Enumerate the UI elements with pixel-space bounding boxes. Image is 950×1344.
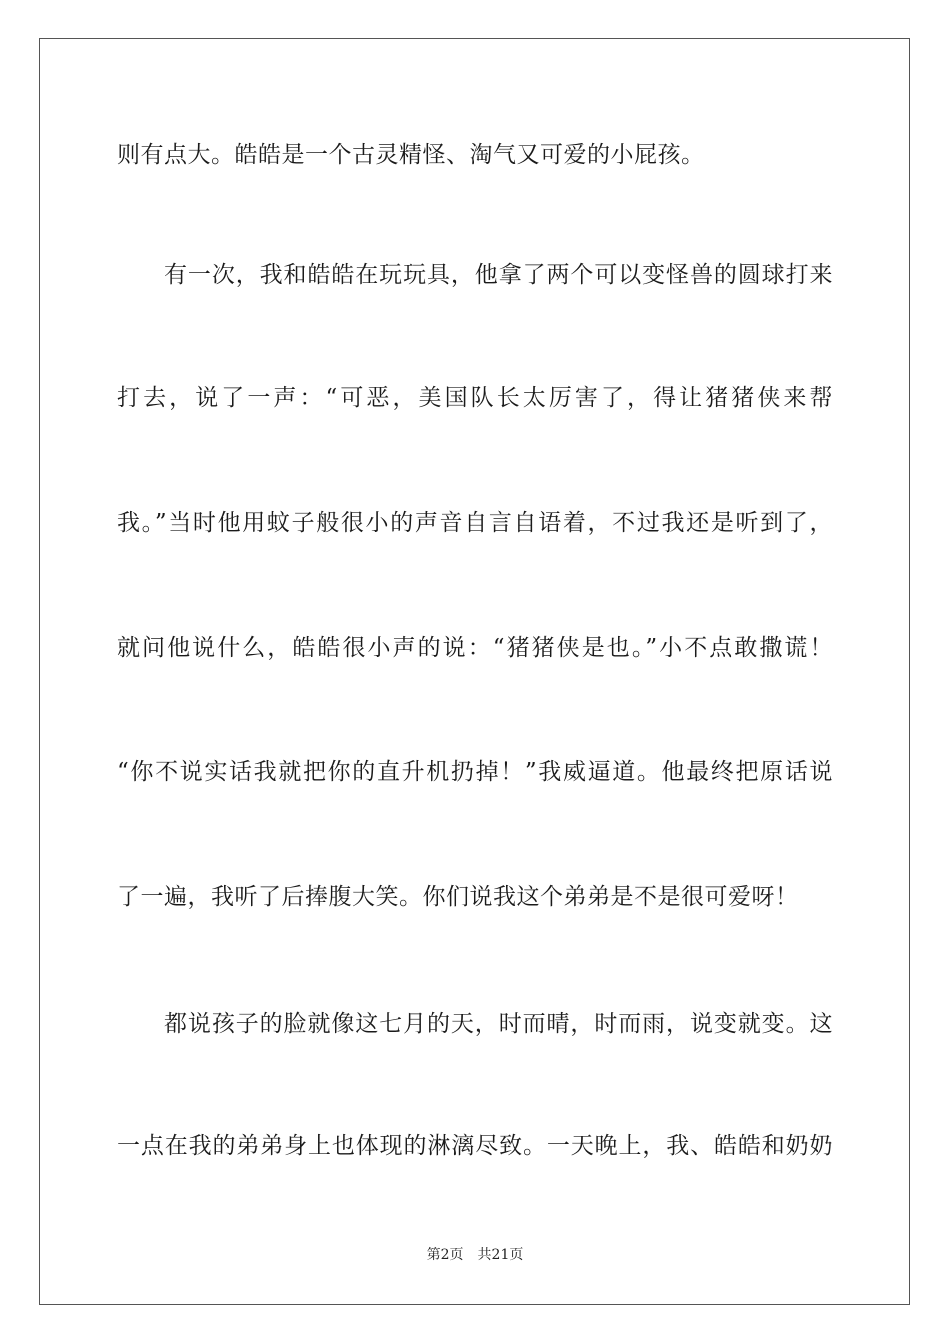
page-total: 共21页 — [477, 1247, 524, 1263]
paragraph-line: 打去，说了一声：“可恶，美国队长太厉害了，得让猪猪侠来帮 — [117, 385, 833, 411]
page-border — [39, 38, 910, 1305]
paragraph-line: 我。”当时他用蚊子般很小的声音自言自语着，不过我还是听到了， — [117, 510, 833, 536]
paragraph-line: 则有点大。皓皓是一个古灵精怪、淘气又可爱的小屁孩。 — [117, 142, 705, 168]
paragraph-line: 有一次，我和皓皓在玩玩具，他拿了两个可以变怪兽的圆球打来 — [164, 262, 833, 288]
paragraph-line: 就问他说什么，皓皓很小声的说：“猪猪侠是也。”小不点敢撒谎！ — [117, 635, 833, 661]
paragraph-line: 了一遍，我听了后捧腹大笑。你们说我这个弟弟是不是很可爱呀！ — [117, 884, 799, 910]
paragraph-line: 都说孩子的脸就像这七月的天，时而晴，时而雨，说变就变。这 — [164, 1011, 833, 1037]
paragraph-line: 一点在我的弟弟身上也体现的淋漓尽致。一天晚上，我、皓皓和奶奶 — [117, 1133, 833, 1159]
page-footer — [0, 1246, 950, 1264]
paragraph-line: “你不说实话我就把你的直升机扔掉！”我威逼道。他最终把原话说 — [117, 759, 833, 785]
page-number: 第2页 — [426, 1247, 464, 1263]
